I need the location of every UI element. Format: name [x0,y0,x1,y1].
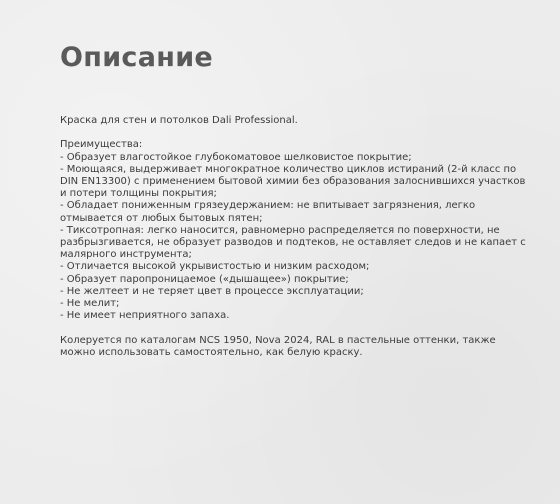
list-item: - Тиксотропная: легко наносится, равномерно распределяется по поверхности, не разбрызгивается, не образует разводов и подтеков, не оставляет следов и не капает с малярного инструмента; [60,224,526,261]
list-item: - Не имеет неприятного запаха. [60,310,230,322]
tinting-note: Колеруется по каталогам NCS 1950, Nova 2024, RAL в пастельные оттенки, также можно использовать самостоятельно, как белую краску. [60,334,496,358]
description-body [60,115,530,359]
list-item: - Образует влагостойкое глубокоматовое шелковистое покрытие; [60,151,412,163]
list-item: - Обладает пониженным грязеудержанием: не впитывает загрязнения, легко отмывается от любых бытовых пятен; [60,200,476,224]
intro-text: Краска для стен и потолков Dali Professional. [60,115,298,126]
list-item: - Не мелит; [60,298,120,310]
spacer [60,322,530,334]
list-item: - Не желтеет и не теряет цвет в процессе эксплуатации; [60,285,364,297]
advantages-heading: Преимущества: [60,139,143,151]
list-item: - Отличается высокой укрывистостью и низким расходом; [60,261,370,273]
advantages-list [60,152,530,323]
page-title: Описание [60,42,214,73]
list-item: - Моющаяся, выдерживает многократное количество циклов истираний (2-й класс по DIN EN13300) с применением бытовой химии без образования залоснившихся участков и потери толщины покрытия; [60,163,526,200]
spacer [60,127,530,139]
list-item: - Образует паропроницаемое («дышащее») покрытие; [60,273,349,285]
